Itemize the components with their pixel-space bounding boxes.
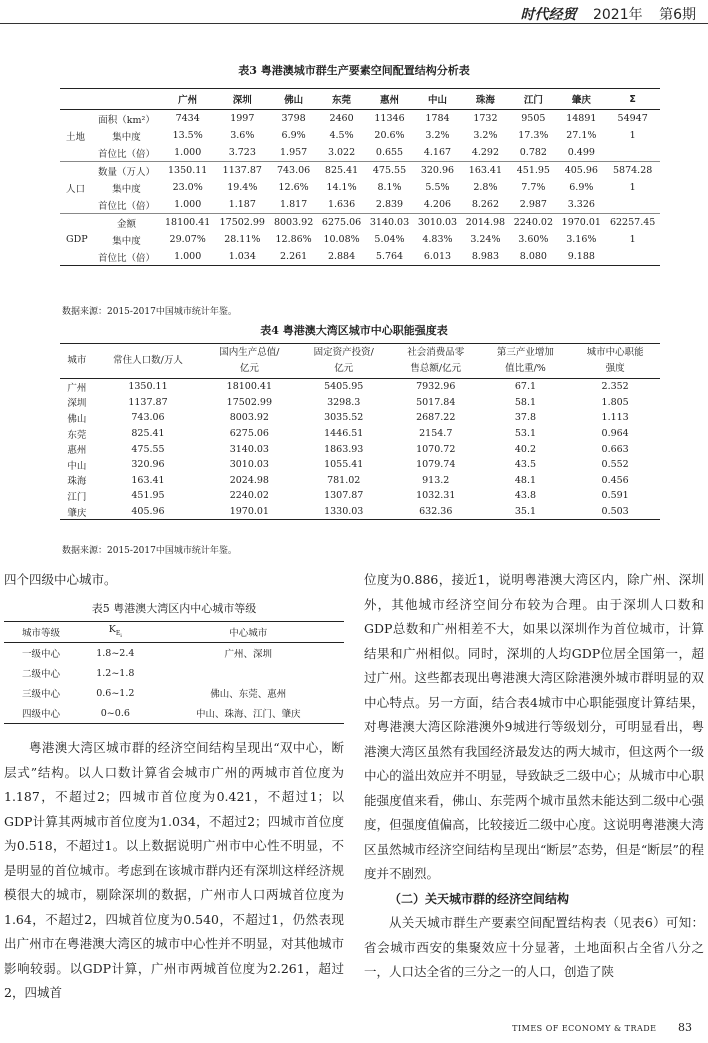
t3-cell: 28.11%	[224, 234, 261, 245]
t4-cell: 1079.74	[416, 459, 456, 471]
t4-cell: 0.552	[601, 459, 629, 471]
t3-cell: 3.326	[567, 199, 595, 210]
t5-cell: 0~0.6	[100, 707, 130, 719]
journal-year: 2021年	[592, 7, 643, 23]
t3-cell: 6275.06	[318, 214, 366, 232]
t4-city-cell: 深圳	[67, 398, 87, 410]
t3-cell: 1	[629, 130, 636, 141]
t4-cell: 405.96	[131, 506, 165, 518]
t3-group-label: 土地	[66, 131, 86, 143]
t5-cell: 中山、珠海、江门、肇庆	[196, 709, 301, 720]
page-header	[0, 0, 708, 26]
t3-cell: 825.41	[318, 162, 366, 180]
t3-cell: 2.987	[519, 199, 547, 210]
t3-cell: 14.1%	[326, 182, 357, 193]
t4-cell: 1137.87	[128, 396, 168, 408]
page-number: 83	[678, 1021, 692, 1034]
t4-cell: 1970.01	[229, 506, 269, 518]
t4-cell: 67.1	[514, 381, 537, 393]
table4-caption: 表4 粤港澳大湾区城市中心职能强度表	[260, 324, 448, 337]
t5-cell: 佛山、东莞、惠州	[210, 689, 287, 700]
t3-cell: 2.839	[375, 199, 404, 210]
table-row	[60, 162, 660, 180]
t4-cell: 1307.87	[324, 490, 364, 502]
t4-header-line: 城市	[67, 355, 87, 366]
t3-cell: 9.188	[567, 251, 595, 262]
t4-cell: 1.113	[601, 412, 629, 424]
t4-header-line: 第三产业增加	[496, 347, 554, 358]
t4-header-line: 值比重/%	[505, 363, 546, 374]
journal-issue: 第6期	[659, 7, 696, 23]
t3-cell: 7434	[175, 113, 200, 124]
t4-header-line: 亿元	[239, 363, 259, 374]
t4-cell: 781.02	[327, 474, 361, 486]
t3-cell: 5.764	[375, 251, 404, 262]
t3-cell: 4.83%	[422, 234, 453, 245]
t3-cell: 17.3%	[518, 130, 549, 141]
t5-cell: 1.2~1.8	[96, 667, 135, 679]
table-row	[4, 663, 344, 683]
t5-header-k: $K_{E_i}$	[78, 622, 152, 643]
t3-cell: 3.6%	[230, 130, 255, 141]
journal-brand: 时代经贸	[520, 7, 577, 23]
table-row	[4, 683, 344, 703]
header-rule	[0, 23, 708, 24]
t4-cell: 913.2	[422, 474, 450, 486]
t4-cell: 35.1	[514, 506, 537, 518]
t3-row-label: 首位比（倍）	[98, 148, 156, 160]
right-paragraph2-text: 从关天城市群生产要素空间配置结构表（见表6）可知：省会城市西安的集聚效应十分显著，土地面积占全省八分之一，人口达全省的三分之一的人口，创造了陕	[364, 915, 704, 979]
table-row	[60, 110, 660, 128]
t3-cell: 3.723	[228, 147, 256, 158]
t5-cell: 四级中心	[22, 709, 61, 720]
t3-cell	[605, 144, 660, 162]
t4-cell: 825.41	[131, 428, 165, 440]
t3-cell: 1784	[425, 113, 450, 124]
t4-cell: 1055.41	[324, 459, 364, 471]
t3-cell: 1350.11	[160, 162, 215, 180]
t3-cell: 3.2%	[425, 130, 450, 141]
t4-cell: 6275.06	[229, 428, 269, 440]
t3-cell: 1732	[473, 113, 498, 124]
t4-header-cell	[297, 344, 391, 379]
t3-cell: 1.000	[174, 147, 202, 158]
t4-cell: 632.36	[419, 506, 453, 518]
table-row	[60, 214, 660, 232]
t5-header-level: 城市等级	[4, 622, 78, 643]
t3-cell: 7.7%	[521, 182, 546, 193]
t3-cell: 1.817	[280, 199, 308, 210]
t4-header-cell	[60, 344, 94, 379]
t5-cell	[153, 663, 344, 683]
t3-cell: 475.55	[366, 162, 414, 180]
t4-cell: 3035.52	[324, 412, 364, 424]
t3-header-cell: 东莞	[318, 89, 366, 110]
t3-cell: 5.04%	[374, 234, 405, 245]
table-row	[60, 457, 660, 473]
t3-cell: 1997	[230, 113, 255, 124]
t3-cell: 29.07%	[169, 234, 206, 245]
t3-cell: 1970.01	[557, 214, 605, 232]
t3-cell: 14891	[566, 113, 597, 124]
t4-header-cell	[391, 344, 481, 379]
t3-cell: 1	[629, 234, 636, 245]
t4-city-cell: 佛山	[67, 413, 87, 425]
table3	[60, 88, 660, 266]
t3-cell: 1137.87	[215, 162, 270, 180]
t3-row-label: 金额	[93, 214, 161, 232]
t4-cell: 320.96	[131, 459, 165, 471]
table-row	[60, 196, 660, 214]
t3-cell: 3.60%	[518, 234, 549, 245]
t4-city-cell: 中山	[67, 460, 87, 472]
t3-cell: 13.5%	[172, 130, 203, 141]
t3-cell: 4.5%	[329, 130, 354, 141]
t3-cell: 11346	[374, 113, 405, 124]
t4-cell: 3298.3	[327, 396, 361, 408]
t4-cell: 0.663	[601, 443, 629, 455]
t4-cell: 5017.84	[416, 396, 456, 408]
t3-cell	[605, 196, 660, 214]
t3-cell: 2014.98	[461, 214, 509, 232]
t3-cell: 1.187	[228, 199, 256, 210]
table-row	[60, 441, 660, 457]
t3-cell: 0.499	[567, 147, 595, 158]
t3-row-label: 集中度	[112, 131, 141, 143]
footer-journal: TIMES OF ECONOMY & TRADE	[512, 1024, 657, 1033]
page-footer	[512, 1021, 692, 1034]
t3-cell: 1.636	[327, 199, 356, 210]
t3-cell: 1.034	[228, 251, 256, 262]
t3-cell: 2.261	[280, 251, 308, 262]
t3-cell: 4.206	[423, 199, 452, 210]
t3-cell: 9505	[521, 113, 546, 124]
t3-cell: 0.655	[375, 147, 404, 158]
t3-cell: 5874.28	[605, 162, 660, 180]
t3-row-label: 数量（万人）	[93, 162, 161, 180]
t4-header-line: 城市中心职能	[586, 347, 644, 358]
t4-cell: 1350.11	[128, 381, 168, 393]
t3-cell: 2240.02	[509, 214, 557, 232]
t3-cell: 19.4%	[227, 182, 258, 193]
t4-cell: 743.06	[131, 412, 165, 424]
t3-cell: 3.2%	[473, 130, 498, 141]
t3-cell: 3798	[281, 113, 306, 124]
t4-cell: 37.8	[514, 412, 537, 424]
t4-header-cell	[94, 344, 202, 379]
t3-cell: 405.96	[557, 162, 605, 180]
t3-cell: 3140.03	[366, 214, 414, 232]
t4-cell: 40.2	[514, 443, 537, 455]
t5-cell: 三级中心	[22, 689, 61, 700]
t4-header-line: 国内生产总值/	[219, 347, 280, 358]
t3-cell: 62257.45	[605, 214, 660, 232]
t4-cell: 2024.98	[229, 474, 269, 486]
t4-cell: 3140.03	[229, 443, 269, 455]
t3-cell: 5.5%	[425, 182, 450, 193]
t5-cell: 0.6~1.2	[96, 687, 135, 699]
t3-cell: 163.41	[461, 162, 509, 180]
t4-cell: 58.1	[514, 396, 537, 408]
t3-row-label: 面积（km²）	[98, 114, 155, 126]
table-row	[60, 379, 660, 395]
t3-cell: 2.8%	[473, 182, 498, 193]
t3-row-label: 集中度	[112, 183, 141, 195]
left-paragraph-text: 粤港澳大湾区城市群的经济空间结构呈现出“双中心，断层式”结构。以人口数计算省会城市广州的两城市首位度为1.187，不超过2；四城市首位度为0.421，不超过1；以GDP计算其两城市首位度为1.034，不超过2；四城市首位度为0.518，不超过1。以上数据说明广州市中心性不明显，不是明显的首位城市。考虑到在该城市群内还有深圳这样经济规模很大的城市，剔除深圳的数据，广州市人口两城首位度为1.64，不超过2，四城首位度为0.540，不超过1，仍然表现出广州市在粤港澳大湾区的城市中心性并不明显，对其他城市影响较弱。以GDP计算，广州市两城首位度为2.261，超过2，四城首	[4, 740, 344, 1000]
t3-cell: 4.167	[423, 147, 452, 158]
t3-cell: 12.86%	[275, 234, 312, 245]
t5-cell: 二级中心	[22, 669, 61, 680]
t4-city-cell: 江门	[67, 491, 87, 503]
t3-cell: 451.95	[509, 162, 557, 180]
t3-header-cell	[60, 89, 93, 110]
table5-caption: 表5 粤港澳大湾区内中心城市等级	[91, 602, 257, 615]
t4-header-line: 售总额/亿元	[410, 363, 462, 374]
t3-cell: 8.262	[471, 199, 500, 210]
t4-cell: 1032.31	[416, 490, 456, 502]
table3-caption: 表3 粤港澳城市群生产要素空间配置结构分析表	[238, 64, 470, 77]
t4-cell: 8003.92	[229, 412, 269, 424]
t4-header-line: 常住人口数/万人	[113, 355, 183, 366]
table5	[4, 621, 344, 724]
t4-cell: 1070.72	[416, 443, 456, 455]
t4-cell: 0.591	[601, 490, 629, 502]
t3-cell: 3010.03	[413, 214, 461, 232]
table-row	[60, 488, 660, 504]
t3-header-cell: 深圳	[215, 89, 270, 110]
t4-city-cell: 珠海	[67, 476, 87, 488]
left-intro-text: 四个四级中心城市。	[4, 572, 117, 587]
table-row	[60, 248, 660, 266]
t4-header-line: 社会消费品零	[407, 347, 465, 358]
t4-cell: 3010.03	[229, 459, 269, 471]
t4-cell: 17502.99	[226, 396, 273, 408]
t4-cell: 43.5	[514, 459, 537, 471]
t3-cell: 8.1%	[377, 182, 402, 193]
t3-cell: 4.292	[471, 147, 500, 158]
t3-row-label: 首位比（倍）	[98, 200, 156, 212]
t3-cell: 6.9%	[281, 130, 306, 141]
t4-cell: 2154.7	[419, 428, 453, 440]
table4	[60, 343, 660, 520]
t3-cell: 1.000	[174, 251, 202, 262]
t3-cell: 3.24%	[470, 234, 501, 245]
t3-cell: 743.06	[270, 162, 318, 180]
t5-header-city: 中心城市	[153, 622, 344, 643]
t3-cell: 320.96	[413, 162, 461, 180]
t4-city-cell: 广州	[67, 382, 87, 394]
table-row	[60, 127, 660, 144]
t3-cell: 3.16%	[566, 234, 597, 245]
t3-cell: 20.6%	[374, 130, 405, 141]
t3-cell: 6.9%	[569, 182, 594, 193]
t3-header-cell: 广州	[160, 89, 215, 110]
t3-group-label: GDP	[60, 214, 93, 266]
t3-header-cell: 佛山	[270, 89, 318, 110]
right-column	[364, 568, 704, 985]
t3-cell: 8.080	[519, 251, 547, 262]
table-row	[60, 504, 660, 520]
t3-cell: 1.000	[174, 199, 202, 210]
t3-cell: 12.6%	[278, 182, 309, 193]
t3-header-cell: 中山	[413, 89, 461, 110]
t4-cell: 451.95	[131, 490, 165, 502]
t4-cell: 0.964	[601, 428, 629, 440]
t3-row-label: 集中度	[112, 235, 141, 247]
t3-header-cell: 惠州	[366, 89, 414, 110]
table-row	[60, 179, 660, 196]
t4-city-cell: 肇庆	[67, 507, 87, 519]
t4-cell: 43.8	[514, 490, 537, 502]
t4-cell: 1863.93	[324, 443, 364, 455]
left-intro	[4, 568, 344, 593]
t3-cell: 10.08%	[323, 234, 360, 245]
t3-cell: 1.957	[280, 147, 308, 158]
t3-cell: 54947	[617, 113, 648, 124]
t4-cell: 1.805	[601, 396, 629, 408]
t3-cell: 1	[629, 182, 636, 193]
t4-cell: 48.1	[514, 474, 537, 486]
t3-cell: 6.013	[423, 251, 452, 262]
table3-source: 数据来源：2015-2017中国城市统计年鉴。	[62, 307, 237, 317]
t3-cell: 2460	[329, 113, 354, 124]
t4-cell: 18100.41	[226, 381, 273, 393]
t4-header-line: 亿元	[334, 363, 354, 374]
t4-cell: 163.41	[131, 474, 165, 486]
t5-cell: 1.8~2.4	[96, 647, 135, 659]
t4-cell: 1330.03	[324, 506, 364, 518]
t4-cell: 0.456	[601, 474, 629, 486]
t4-cell: 2.352	[601, 381, 629, 393]
t3-header-cell	[93, 89, 161, 110]
t4-cell: 0.503	[601, 506, 629, 518]
t4-header-cell	[570, 344, 660, 379]
table-row	[60, 473, 660, 489]
t4-city-cell: 惠州	[67, 445, 87, 457]
t3-cell: 27.1%	[566, 130, 597, 141]
section-subheading: （二）关天城市群的经济空间结构	[389, 891, 570, 906]
t5-cell: 广州、深圳	[224, 649, 273, 660]
table-row	[60, 426, 660, 442]
t4-header-cell	[202, 344, 296, 379]
t3-row-label: 首位比（倍）	[98, 252, 156, 264]
t4-header-line: 固定资产投资/	[313, 347, 374, 358]
table-row	[60, 144, 660, 162]
t3-cell: 3.022	[327, 147, 356, 158]
table-row	[60, 395, 660, 411]
t4-header-line: 强度	[605, 363, 625, 374]
table-row	[60, 410, 660, 426]
t4-header-cell	[481, 344, 571, 379]
t3-header-cell: 江门	[509, 89, 557, 110]
t4-cell: 7932.96	[416, 381, 456, 393]
t5-cell: 一级中心	[22, 649, 61, 660]
table-row	[4, 703, 344, 724]
t4-cell: 5405.95	[324, 381, 364, 393]
t4-city-cell: 东莞	[67, 429, 87, 441]
right-paragraph-text: 位度为0.886，接近1，说明粤港澳大湾区内，除广州、深圳外，其他城市经济空间分布较为合理。由于深圳人口数和GDP总数和广州相差不大，如果以深圳作为首位城市，计算结果和广州相似。同时，深圳的人均GDP位居全国第一，超过广州。这些都表现出粤港澳大湾区除港澳外城市群明显的双中心特点。另一方面，结合表4城市中心职能强度计算结果，对粤港澳大湾区除港澳外9城进行等级划分，可明显看出，粤港澳大湾区虽然有我国经济最发达的两大城市，但这两个一级中心的溢出效应并不明显，导致缺乏二级中心；从城市中心职能强度值来看，佛山、东莞两个城市虽然未能达到二级中心强度，但强度值偏高，比较接近二级中心度。这说明粤港澳大湾区虽然城市经济空间结构呈现出“断层”态势，但是“断层”的程度并不剧烈。	[364, 572, 704, 881]
table-row	[4, 643, 344, 664]
t3-header-cell: 肇庆	[557, 89, 605, 110]
table4-source: 数据来源：2015-2017中国城市统计年鉴。	[62, 546, 237, 556]
left-paragraph	[4, 736, 344, 1006]
t3-cell: 17502.99	[215, 214, 270, 232]
t3-cell: 18100.41	[160, 214, 215, 232]
t4-cell: 2687.22	[416, 412, 456, 424]
table-row	[60, 231, 660, 248]
t3-header-cell: Σ	[605, 89, 660, 110]
t3-group-label: 人口	[60, 162, 93, 214]
t3-cell: 8.983	[471, 251, 500, 262]
t3-header-cell: 珠海	[461, 89, 509, 110]
t3-cell: 2.884	[327, 251, 356, 262]
t4-cell: 1446.51	[324, 428, 364, 440]
t4-cell: 53.1	[514, 428, 537, 440]
t4-cell: 2240.02	[229, 490, 269, 502]
t3-cell: 8003.92	[270, 214, 318, 232]
t3-cell: 0.782	[519, 147, 547, 158]
t4-cell: 475.55	[131, 443, 165, 455]
t3-cell: 23.0%	[172, 182, 203, 193]
t3-cell	[605, 248, 660, 266]
